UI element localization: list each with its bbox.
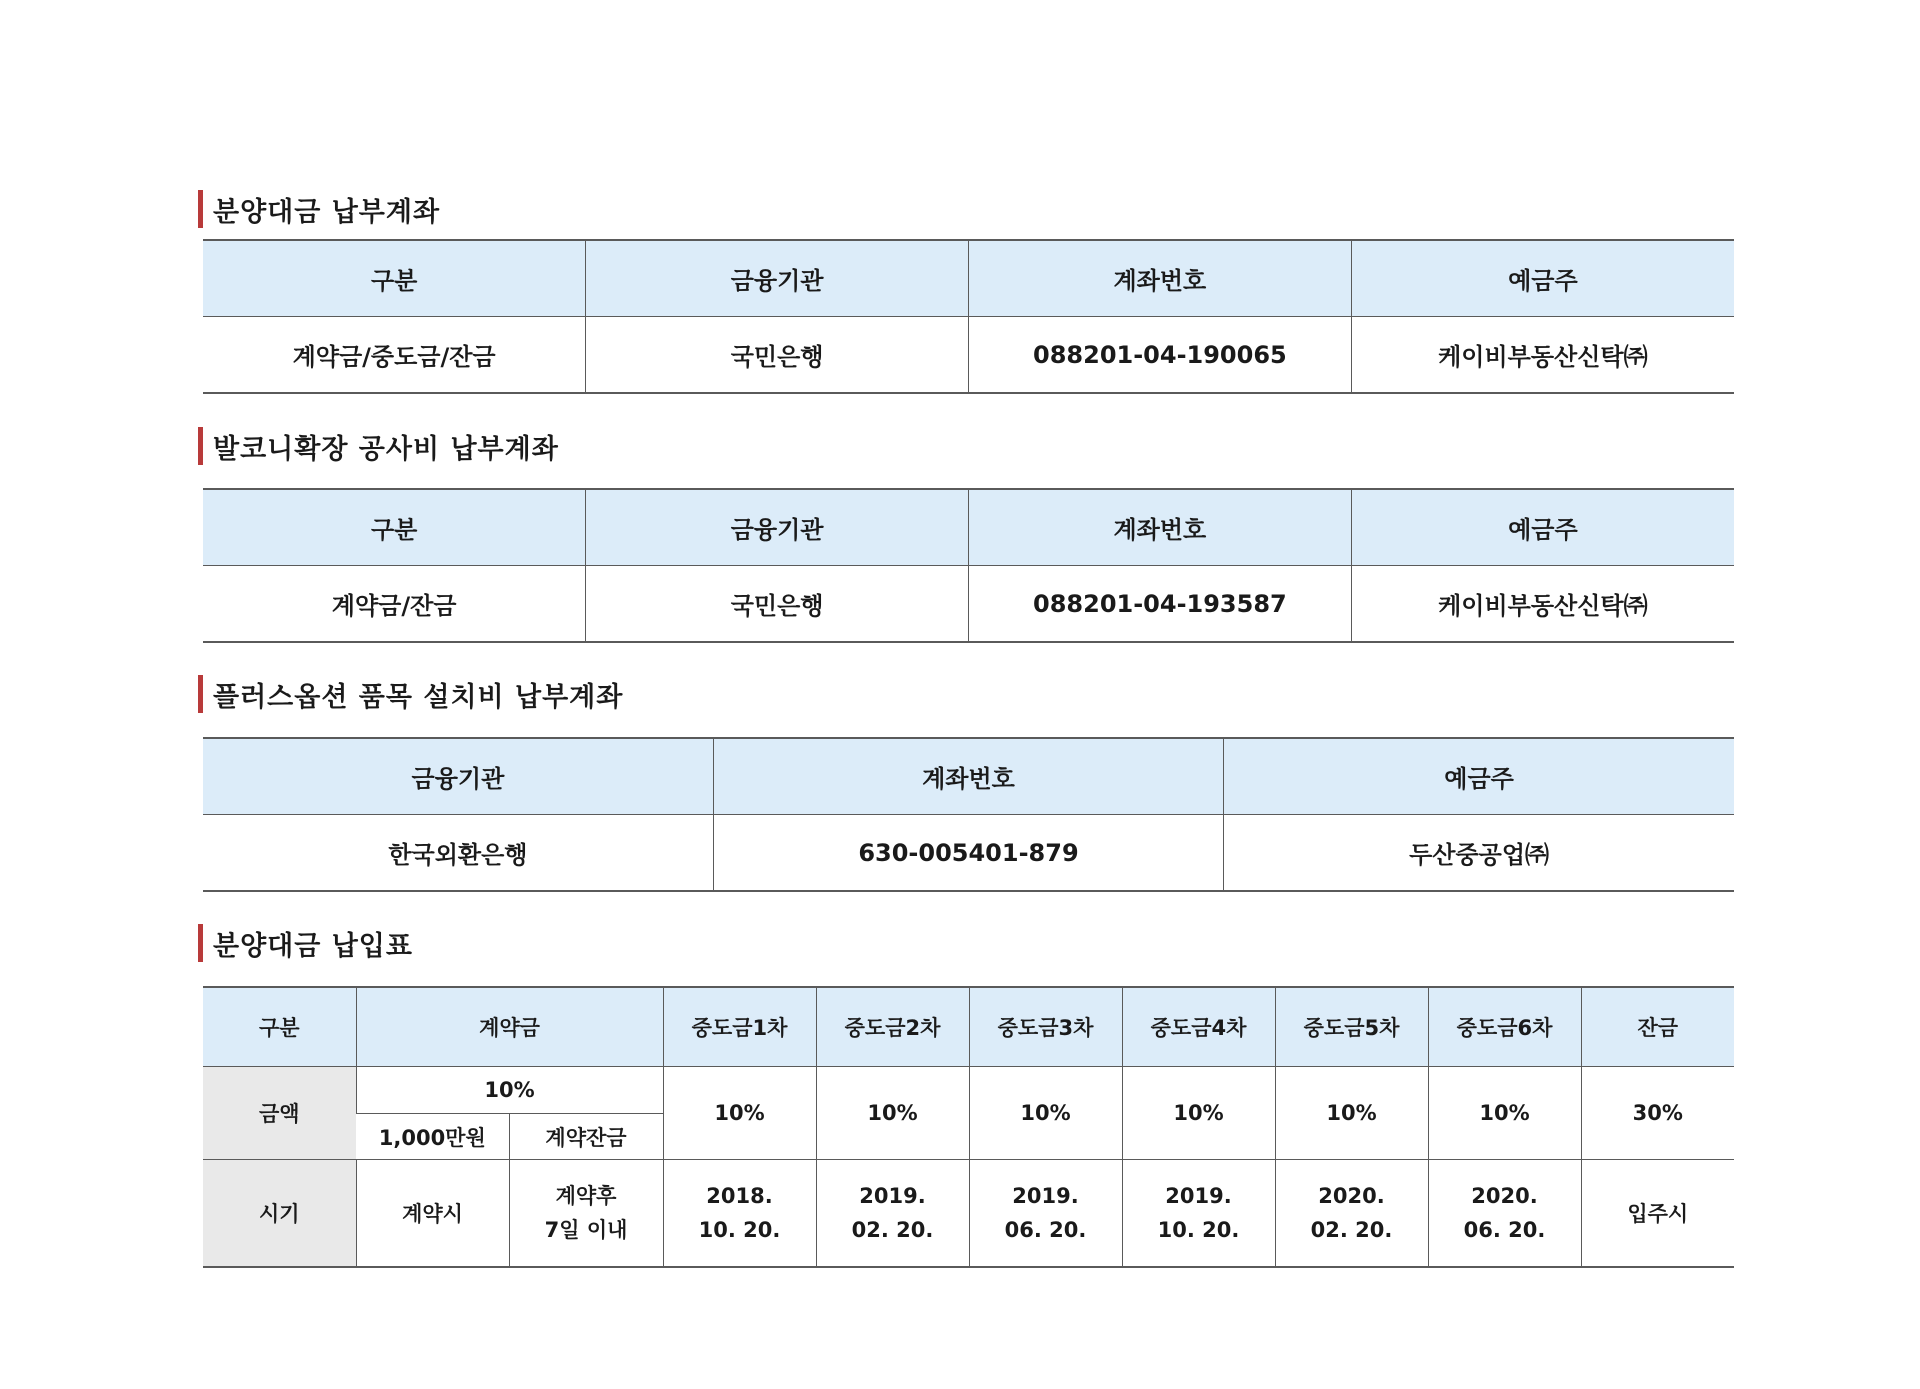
cell-bank: 국민은행 — [586, 317, 969, 394]
header-installment-2: 중도금2차 — [816, 987, 969, 1067]
timing-row — [203, 1160, 1734, 1268]
row-label-amount: 금액 — [203, 1067, 356, 1160]
header-installment-6: 중도금6차 — [1428, 987, 1581, 1067]
cell-contract-balance: 계약잔금 — [509, 1114, 663, 1160]
cell-timing-contract: 계약시 — [356, 1160, 509, 1268]
date-year: 2020. — [1318, 1184, 1385, 1208]
header-account-number: 계좌번호 — [969, 489, 1352, 566]
date-year: 2020. — [1471, 1184, 1538, 1208]
cell-timing-contract-balance — [509, 1160, 663, 1268]
cell-category: 계약금/잔금 — [203, 566, 586, 643]
cell-bank: 국민은행 — [586, 566, 969, 643]
header-holder: 예금주 — [1224, 738, 1734, 815]
date-year: 2019. — [1165, 1184, 1232, 1208]
cell-timing-installment-4 — [1122, 1160, 1275, 1268]
header-category: 구분 — [203, 489, 586, 566]
cell-amount-installment-4: 10% — [1122, 1067, 1275, 1160]
section-title-text: 분양대금 납부계좌 — [213, 196, 441, 228]
date-day: 06. 20. — [1004, 1218, 1087, 1242]
timing-line-2: 7일 이내 — [544, 1218, 628, 1242]
header-holder: 예금주 — [1351, 240, 1734, 317]
cell-contract-total: 10% — [356, 1067, 663, 1114]
section-title-text: 분양대금 납입표 — [213, 930, 413, 962]
section-accent-bar — [198, 427, 203, 465]
cell-timing-installment-1 — [663, 1160, 816, 1268]
cell-account-number: 088201-04-190065 — [969, 317, 1352, 394]
cell-account-number: 630-005401-879 — [713, 815, 1223, 892]
cell-timing-balance: 입주시 — [1581, 1160, 1734, 1268]
cell-amount-balance: 30% — [1581, 1067, 1734, 1160]
timing-line-1: 계약후 — [555, 1184, 617, 1208]
cell-timing-installment-6 — [1428, 1160, 1581, 1268]
section-accent-bar — [198, 675, 203, 713]
header-balance: 잔금 — [1581, 987, 1734, 1067]
section-accent-bar — [198, 190, 203, 228]
section-title-payment-schedule — [198, 923, 413, 963]
date-day: 02. 20. — [851, 1218, 934, 1242]
header-installment-3: 중도금3차 — [969, 987, 1122, 1067]
date-day: 10. 20. — [698, 1218, 781, 1242]
header-category: 구분 — [203, 240, 586, 317]
cell-holder: 두산중공업㈜ — [1224, 815, 1734, 892]
section-title-sale-account — [198, 189, 440, 229]
date-day: 10. 20. — [1157, 1218, 1240, 1242]
payment-schedule-table — [203, 986, 1734, 1268]
cell-amount-installment-3: 10% — [969, 1067, 1122, 1160]
table-header-row — [203, 489, 1734, 566]
section-accent-bar — [198, 924, 203, 962]
cell-holder: 케이비부동산신탁㈜ — [1351, 566, 1734, 643]
amount-row — [203, 1067, 1734, 1114]
row-label-timing: 시기 — [203, 1160, 356, 1268]
header-holder: 예금주 — [1351, 489, 1734, 566]
cell-amount-installment-6: 10% — [1428, 1067, 1581, 1160]
cell-account-number: 088201-04-193587 — [969, 566, 1352, 643]
table-row — [203, 815, 1734, 892]
header-installment-4: 중도금4차 — [1122, 987, 1275, 1067]
option-account-table — [203, 737, 1734, 892]
table-row — [203, 317, 1734, 394]
cell-holder: 케이비부동산신탁㈜ — [1351, 317, 1734, 394]
cell-timing-installment-2 — [816, 1160, 969, 1268]
header-contract: 계약금 — [356, 987, 663, 1067]
header-bank: 금융기관 — [586, 240, 969, 317]
header-installment-5: 중도금5차 — [1275, 987, 1428, 1067]
section-title-text: 발코니확장 공사비 납부계좌 — [213, 433, 559, 465]
date-day: 06. 20. — [1463, 1218, 1546, 1242]
section-title-balcony-account — [198, 426, 559, 466]
section-title-text: 플러스옵션 품목 설치비 납부계좌 — [213, 681, 624, 713]
table-header-row — [203, 987, 1734, 1067]
header-account-number: 계좌번호 — [969, 240, 1352, 317]
cell-amount-installment-2: 10% — [816, 1067, 969, 1160]
section-title-option-account — [198, 674, 623, 714]
header-installment-1: 중도금1차 — [663, 987, 816, 1067]
cell-bank: 한국외환은행 — [203, 815, 713, 892]
table-header-row — [203, 738, 1734, 815]
header-bank: 금융기관 — [203, 738, 713, 815]
cell-timing-installment-3 — [969, 1160, 1122, 1268]
date-year: 2019. — [1012, 1184, 1079, 1208]
header-category: 구분 — [203, 987, 356, 1067]
balcony-account-table — [203, 488, 1734, 643]
cell-category: 계약금/중도금/잔금 — [203, 317, 586, 394]
cell-contract-first: 1,000만원 — [356, 1114, 509, 1160]
cell-amount-installment-1: 10% — [663, 1067, 816, 1160]
date-day: 02. 20. — [1310, 1218, 1393, 1242]
cell-amount-installment-5: 10% — [1275, 1067, 1428, 1160]
header-account-number: 계좌번호 — [713, 738, 1223, 815]
table-header-row — [203, 240, 1734, 317]
sale-account-table — [203, 239, 1734, 394]
date-year: 2019. — [859, 1184, 926, 1208]
cell-timing-installment-5 — [1275, 1160, 1428, 1268]
header-bank: 금융기관 — [586, 489, 969, 566]
table-row — [203, 566, 1734, 643]
date-year: 2018. — [706, 1184, 773, 1208]
